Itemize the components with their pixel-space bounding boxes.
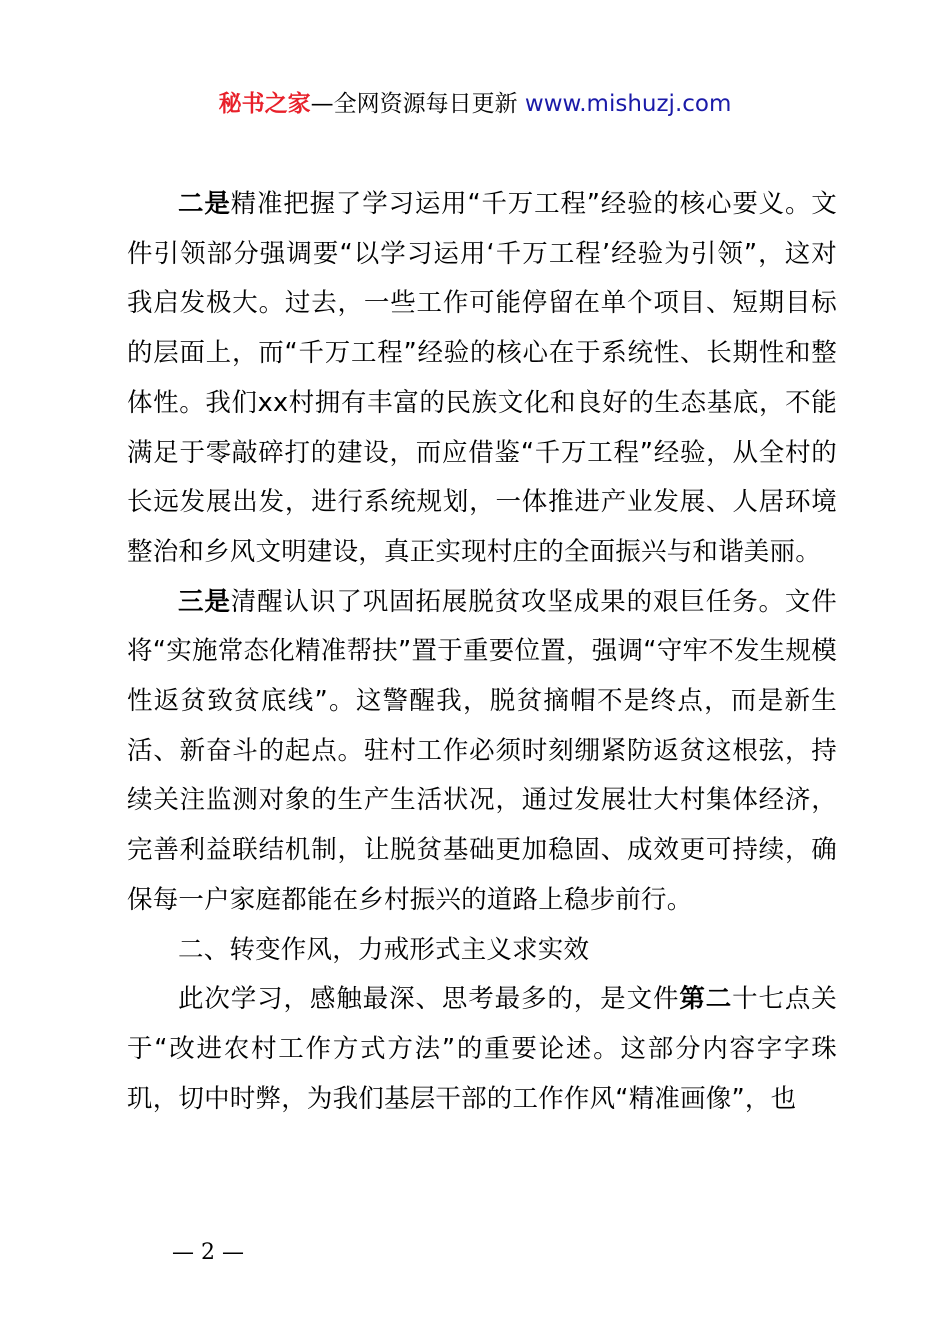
page-number: — 2 — [172,1240,244,1265]
paragraph-study-reflection [127,975,837,1124]
paragraph-text: 清醒认识了巩固拓展脱贫攻坚成果的艰巨任务。文件将“实施常态化精准帮扶”置于重要位置，强调“守牢不发生规模性返贫致贫底线”。这警醒我，脱贫摘帽不是终点，而是新生活、新奋斗的起点。驻村工作必须时刻绷紧防返贫这根弦，持续关注监测对象的生产生活状况，通过发展壮大村集体经济，完善利益联结机制，让脱贫基础更加稳固、成效更可持续，确保每一户家庭都能在乡村振兴的道路上稳步前行。 [127,586,837,915]
header-url: www.mishuzj.com [524,91,732,117]
document-body [127,180,837,1124]
header-tagline: —全网资源每日更新 [310,91,525,117]
paragraph-text: 此次学习，感触最深、思考最多的，是文件 [178,984,680,1015]
brand-name: 秘书之家 [218,91,311,117]
paragraph-lead-bold: 二是 [178,189,231,219]
paragraph-text: 十七点关于“改进农村工作方式方法”的重要论述。这部分内容字字珠玑，切中时弊，为我们基层干部的工作作风“精准画像”，也 [127,984,837,1114]
paragraph-three-point [127,578,837,926]
paragraph-inline-bold: 第二 [679,984,733,1015]
paragraph-text: 精准把握了学习运用“千万工程”经验的核心要义。文件引领部分强调要“以学习运用‘千万工程’经验为引领”，这对我启发极大。过去，一些工作可能停留在单个项目、短期目标的层面上，而“千万工程”经验的核心在于系统性、长期性和整体性。我们xx村拥有丰富的民族文化和良好的生态基底，不能满足于零敲碎打的建设，而应借鉴“千万工程”经验，从全村的长远发展出发，进行系统规划，一体推进产业发展、人居环境整治和乡风文明建设，真正实现村庄的全面振兴与和谐美丽。 [127,189,837,567]
section-heading: 二、转变作风，力戒形式主义求实效 [178,934,590,965]
site-watermark-header [0,88,950,120]
paragraph-two-point [127,180,837,578]
paragraph-lead-bold: 三是 [178,586,231,617]
